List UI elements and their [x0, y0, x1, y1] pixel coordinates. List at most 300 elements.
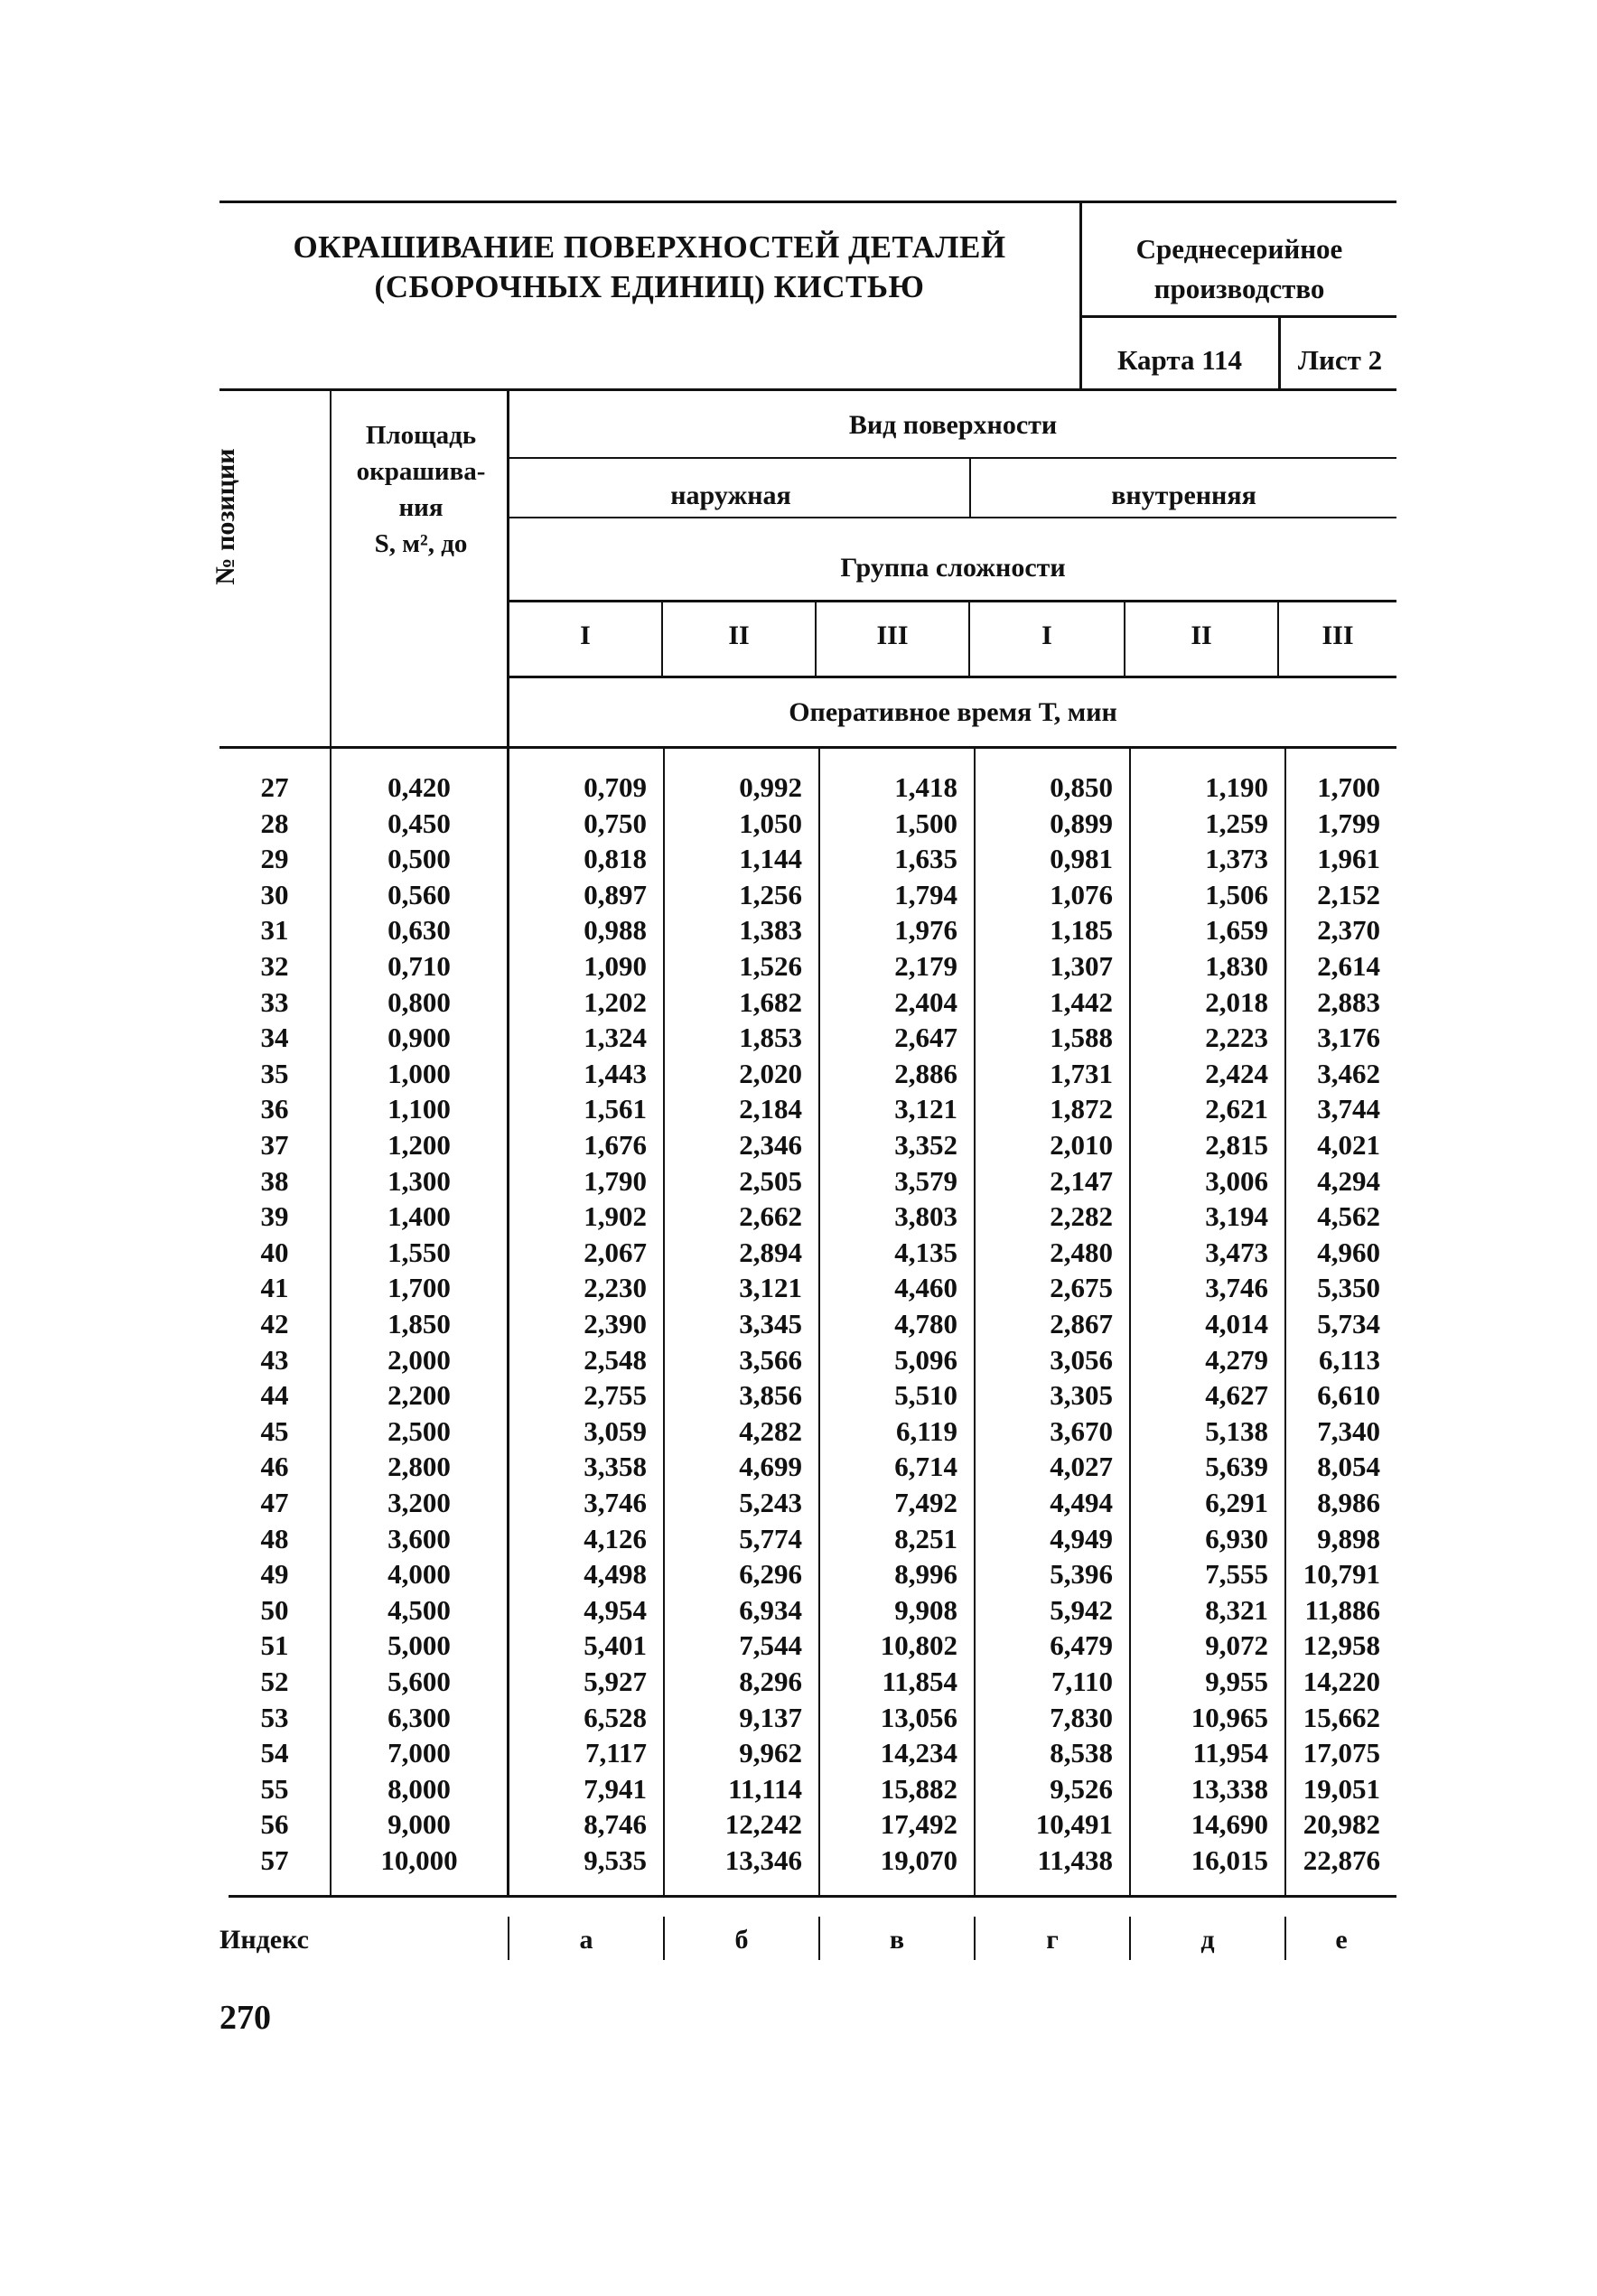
- time-cell: 1,259: [1205, 807, 1268, 839]
- time-cell: 3,856: [739, 1379, 802, 1412]
- table-row: [219, 806, 1396, 842]
- table-row: [219, 1592, 1396, 1629]
- index-value: а: [579, 1925, 593, 1955]
- time-cell: 0,981: [1050, 843, 1113, 875]
- time-cell: 1,506: [1205, 878, 1268, 910]
- time-cell: 0,818: [584, 843, 647, 875]
- position-cell: 43: [260, 1343, 289, 1376]
- position-cell: 35: [260, 1057, 289, 1089]
- time-cell: 4,021: [1317, 1129, 1380, 1161]
- time-cell: 1,976: [894, 914, 957, 947]
- time-cell: 2,370: [1317, 914, 1380, 947]
- time-cell: 1,676: [584, 1129, 647, 1161]
- time-cell: 11,438: [1037, 1844, 1113, 1876]
- time-cell: 4,460: [894, 1272, 957, 1304]
- time-cell: 1,256: [739, 878, 802, 910]
- outer-surface-header: наружная: [670, 481, 791, 510]
- area-cell: 4,500: [388, 1593, 451, 1626]
- table-row: [219, 1270, 1396, 1306]
- time-cell: 4,294: [1317, 1164, 1380, 1197]
- time-cell: 3,006: [1205, 1164, 1268, 1197]
- time-cell: 10,491: [1035, 1808, 1113, 1841]
- body-top-rule: [219, 746, 1396, 749]
- area-cell: 6,300: [388, 1701, 451, 1733]
- time-cell: 1,500: [894, 807, 957, 839]
- time-cell: 6,119: [895, 1414, 957, 1447]
- time-cell: 11,114: [728, 1772, 802, 1805]
- group-divider: [661, 602, 663, 676]
- series-rule: [1082, 315, 1396, 318]
- time-cell: 2,152: [1317, 878, 1380, 910]
- group-bottom-rule: [509, 676, 1396, 678]
- time-cell: 5,401: [584, 1629, 647, 1662]
- area-cell: 1,000: [388, 1057, 451, 1089]
- time-cell: 6,934: [739, 1593, 802, 1626]
- time-cell: 3,803: [894, 1200, 957, 1233]
- column-line: [974, 749, 976, 1895]
- time-cell: 7,492: [894, 1487, 957, 1518]
- column-line: [1129, 749, 1131, 1895]
- index-tick: [818, 1917, 820, 1960]
- position-cell: 48: [260, 1522, 289, 1554]
- area-cell: 1,200: [388, 1129, 451, 1161]
- time-cell: 3,194: [1205, 1200, 1268, 1233]
- area-cell: 5,600: [388, 1666, 451, 1697]
- time-cell: 4,494: [1050, 1487, 1113, 1518]
- area-cell: 0,800: [388, 985, 451, 1018]
- time-cell: 1,790: [584, 1164, 647, 1197]
- column-line: [1284, 749, 1286, 1895]
- table-row: [219, 1056, 1396, 1092]
- table-row: [219, 1342, 1396, 1378]
- time-cell: 2,424: [1205, 1057, 1268, 1089]
- time-cell: 2,755: [584, 1379, 647, 1412]
- time-cell: 3,746: [1205, 1272, 1268, 1304]
- time-cell: 9,526: [1050, 1772, 1113, 1805]
- document-title: [219, 228, 1079, 307]
- time-cell: 4,960: [1317, 1236, 1380, 1268]
- time-cell: 1,902: [584, 1200, 647, 1233]
- table-row: [219, 1377, 1396, 1414]
- time-cell: 1,144: [739, 843, 802, 875]
- time-cell: 7,830: [1050, 1701, 1113, 1733]
- production-type: [1082, 229, 1396, 309]
- time-cell: 10,802: [880, 1629, 957, 1662]
- area-cell: 2,800: [388, 1451, 451, 1483]
- time-cell: 2,179: [894, 950, 957, 982]
- area-header: [335, 417, 507, 562]
- position-cell: 33: [260, 985, 289, 1018]
- position-number-header: № позиции: [210, 448, 240, 585]
- time-cell: 4,562: [1317, 1200, 1380, 1233]
- table-row: [219, 1485, 1396, 1521]
- time-cell: 12,242: [724, 1808, 802, 1841]
- position-cell: 27: [260, 771, 289, 803]
- table-row: [219, 1163, 1396, 1199]
- time-cell: 3,566: [739, 1343, 802, 1376]
- table-row: [219, 1556, 1396, 1592]
- time-cell: 7,555: [1205, 1558, 1268, 1591]
- inner-surface-header: внутренняя: [1111, 481, 1256, 510]
- time-cell: 1,526: [739, 950, 802, 982]
- time-cell: 22,876: [1303, 1844, 1380, 1876]
- area-header-line-1: Площадь: [365, 421, 477, 450]
- surface-sub-rule: [509, 517, 1396, 518]
- time-cell: 2,230: [584, 1272, 647, 1304]
- group-divider: [815, 602, 817, 676]
- time-cell: 3,670: [1050, 1414, 1113, 1447]
- time-cell: 13,346: [724, 1844, 802, 1876]
- time-cell: 7,117: [584, 1737, 647, 1769]
- index-tick: [974, 1917, 976, 1960]
- area-cell: 0,500: [388, 843, 451, 875]
- position-cell: 39: [260, 1200, 289, 1233]
- time-cell: 1,961: [1317, 843, 1380, 875]
- time-cell: 17,492: [880, 1808, 957, 1841]
- time-cell: 7,110: [1051, 1666, 1113, 1697]
- time-cell: 2,815: [1205, 1129, 1268, 1161]
- column-line: [330, 749, 332, 1895]
- table-row: [219, 1771, 1396, 1807]
- time-cell: 9,955: [1205, 1666, 1268, 1697]
- position-cell: 29: [260, 843, 289, 875]
- position-cell: 42: [260, 1308, 289, 1339]
- table-row: [219, 1521, 1396, 1557]
- time-cell: 1,324: [584, 1022, 647, 1054]
- time-cell: 4,949: [1050, 1522, 1113, 1554]
- time-cell: 0,850: [1050, 771, 1113, 803]
- table-row: [219, 948, 1396, 985]
- time-cell: 3,176: [1317, 1022, 1380, 1054]
- position-cell: 28: [260, 807, 289, 839]
- title-line-1: ОКРАШИВАНИЕ ПОВЕРХНОСТЕЙ ДЕТАЛЕЙ: [293, 229, 1006, 265]
- time-cell: 7,941: [584, 1772, 647, 1805]
- time-cell: 11,854: [882, 1666, 957, 1697]
- position-cell: 50: [260, 1593, 289, 1626]
- time-cell: 1,635: [894, 843, 957, 875]
- time-cell: 9,072: [1205, 1629, 1268, 1662]
- time-cell: 1,307: [1050, 950, 1113, 982]
- area-header-line-4: S, м², до: [374, 529, 468, 558]
- time-cell: 2,675: [1050, 1272, 1113, 1304]
- area-cell: 0,710: [388, 950, 451, 982]
- position-cell: 55: [260, 1772, 289, 1805]
- time-cell: 10,791: [1303, 1558, 1380, 1591]
- area-header-line-2: окрашива-: [356, 457, 486, 486]
- position-cell: 31: [260, 914, 289, 947]
- time-cell: 3,305: [1050, 1379, 1113, 1412]
- time-cell: 3,473: [1205, 1236, 1268, 1268]
- area-cell: 3,600: [388, 1522, 451, 1554]
- time-cell: 1,830: [1205, 950, 1268, 982]
- time-cell: 2,018: [1205, 985, 1268, 1018]
- area-cell: 10,000: [380, 1844, 458, 1876]
- table-row: [219, 1806, 1396, 1843]
- time-cell: 1,872: [1050, 1093, 1113, 1125]
- time-cell: 6,714: [894, 1451, 957, 1483]
- position-cell: 37: [260, 1129, 289, 1161]
- time-cell: 0,897: [584, 878, 647, 910]
- table-row: [219, 1628, 1396, 1664]
- time-cell: 3,462: [1317, 1057, 1380, 1089]
- time-cell: 9,962: [739, 1737, 802, 1769]
- time-cell: 15,882: [880, 1772, 957, 1805]
- time-cell: 2,147: [1050, 1164, 1113, 1197]
- time-cell: 2,282: [1050, 1200, 1113, 1233]
- time-cell: 14,690: [1191, 1808, 1268, 1841]
- time-cell: 2,883: [1317, 985, 1380, 1018]
- time-cell: 2,184: [739, 1093, 802, 1125]
- time-cell: 5,396: [1050, 1558, 1113, 1591]
- time-cell: 5,734: [1317, 1308, 1380, 1339]
- time-cell: 3,579: [894, 1164, 957, 1197]
- time-cell: 0,988: [584, 914, 647, 947]
- page-number: 270: [219, 1999, 271, 2037]
- column-line: [663, 749, 665, 1895]
- time-cell: 20,982: [1303, 1808, 1380, 1841]
- time-cell: 1,700: [1317, 771, 1380, 803]
- time-cell: 6,930: [1205, 1522, 1268, 1554]
- area-cell: 1,850: [388, 1308, 451, 1339]
- table-row: [219, 1700, 1396, 1736]
- operative-time-header: Оперативное время Т, мин: [789, 697, 1117, 727]
- sheet-number: Лист 2: [1297, 344, 1383, 376]
- complexity-group-header: Группа сложности: [840, 553, 1066, 583]
- position-cell: 52: [260, 1666, 289, 1697]
- index-tick: [1129, 1917, 1131, 1960]
- index-value: г: [1046, 1925, 1059, 1955]
- position-cell: 56: [260, 1808, 289, 1841]
- time-cell: 1,731: [1050, 1057, 1113, 1089]
- table-row: [219, 1199, 1396, 1235]
- time-cell: 2,647: [894, 1022, 957, 1054]
- area-cell: 0,560: [388, 878, 451, 910]
- surface-type-header: Вид поверхности: [848, 410, 1058, 440]
- position-cell: 32: [260, 950, 289, 982]
- time-cell: 1,418: [894, 771, 957, 803]
- top-rule: [219, 201, 1396, 203]
- time-cell: 1,588: [1050, 1022, 1113, 1054]
- time-cell: 7,544: [739, 1629, 802, 1662]
- time-cell: 8,251: [894, 1522, 957, 1554]
- column-line: [507, 749, 509, 1895]
- time-cell: 6,113: [1318, 1343, 1380, 1376]
- time-cell: 4,780: [894, 1308, 957, 1339]
- area-cell: 5,000: [388, 1629, 451, 1662]
- time-cell: 8,746: [584, 1808, 647, 1841]
- time-cell: 9,898: [1317, 1522, 1380, 1554]
- area-cell: 2,500: [388, 1414, 451, 1447]
- time-cell: 5,096: [894, 1343, 957, 1376]
- time-cell: 1,682: [739, 985, 802, 1018]
- index-tick: [1284, 1917, 1286, 1960]
- table-row: [219, 1414, 1396, 1450]
- area-cell: 0,630: [388, 914, 451, 947]
- time-cell: 8,321: [1205, 1593, 1268, 1626]
- time-cell: 4,699: [739, 1451, 802, 1483]
- complexity-group-3: III: [876, 621, 909, 650]
- time-cell: 10,965: [1191, 1701, 1268, 1733]
- time-cell: 5,942: [1050, 1593, 1113, 1626]
- area-cell: 0,450: [388, 807, 451, 839]
- group-divider: [1124, 602, 1125, 676]
- time-cell: 14,220: [1303, 1666, 1380, 1697]
- time-cell: 4,498: [584, 1558, 647, 1591]
- time-cell: 4,282: [739, 1414, 802, 1447]
- card-sheet-divider: [1278, 318, 1281, 388]
- index-value: в: [889, 1925, 905, 1955]
- table-row: [219, 1020, 1396, 1056]
- position-cell: 45: [260, 1414, 289, 1447]
- area-cell: 0,900: [388, 1022, 451, 1054]
- time-cell: 3,059: [584, 1414, 647, 1447]
- time-cell: 2,404: [894, 985, 957, 1018]
- position-cell: 38: [260, 1164, 289, 1197]
- position-cell: 46: [260, 1451, 289, 1483]
- time-cell: 8,996: [894, 1558, 957, 1591]
- time-cell: 2,346: [739, 1129, 802, 1161]
- time-cell: 6,296: [739, 1558, 802, 1591]
- time-cell: 0,750: [584, 807, 647, 839]
- table-row: [219, 1449, 1396, 1485]
- time-cell: 1,794: [894, 878, 957, 910]
- time-cell: 12,958: [1303, 1629, 1380, 1662]
- position-cell: 34: [260, 1022, 289, 1054]
- time-cell: 8,986: [1317, 1487, 1380, 1518]
- time-cell: 5,927: [584, 1666, 647, 1697]
- time-cell: 2,662: [739, 1200, 802, 1233]
- time-cell: 3,121: [894, 1093, 957, 1125]
- time-cell: 17,075: [1303, 1737, 1380, 1769]
- time-cell: 2,480: [1050, 1236, 1113, 1268]
- time-cell: 3,056: [1050, 1343, 1113, 1376]
- position-cell: 41: [260, 1272, 289, 1304]
- time-cell: 2,886: [894, 1057, 957, 1089]
- position-cell: 30: [260, 878, 289, 910]
- table-row: [219, 1091, 1396, 1127]
- index-label: Индекс: [219, 1925, 309, 1955]
- time-cell: 1,050: [739, 807, 802, 839]
- time-cell: 1,561: [584, 1093, 647, 1125]
- time-cell: 1,202: [584, 985, 647, 1018]
- table-row: [219, 1735, 1396, 1771]
- position-cell: 40: [260, 1236, 289, 1268]
- time-cell: 9,535: [584, 1844, 647, 1876]
- position-cell: 49: [260, 1558, 289, 1591]
- card-number: Карта 114: [1116, 344, 1243, 376]
- time-cell: 3,345: [739, 1308, 802, 1339]
- time-cell: 8,296: [739, 1666, 802, 1697]
- complexity-group-4: I: [1041, 621, 1052, 650]
- group-rule: [509, 600, 1396, 602]
- time-cell: 2,020: [739, 1057, 802, 1089]
- table-row: [219, 877, 1396, 913]
- complexity-group-2: II: [728, 621, 750, 650]
- time-cell: 4,027: [1050, 1451, 1113, 1483]
- time-cell: 1,383: [739, 914, 802, 947]
- area-cell: 2,000: [388, 1343, 451, 1376]
- time-cell: 5,510: [894, 1379, 957, 1412]
- time-cell: 1,090: [584, 950, 647, 982]
- time-cell: 1,442: [1050, 985, 1113, 1018]
- time-cell: 9,908: [894, 1593, 957, 1626]
- time-cell: 8,054: [1317, 1451, 1380, 1483]
- time-cell: 14,234: [880, 1737, 957, 1769]
- time-cell: 4,135: [894, 1236, 957, 1268]
- index-tick: [663, 1917, 665, 1960]
- area-cell: 7,000: [388, 1737, 451, 1769]
- area-cell: 2,200: [388, 1379, 451, 1412]
- time-cell: 16,015: [1191, 1844, 1268, 1876]
- time-cell: 6,291: [1205, 1487, 1268, 1518]
- time-cell: 1,076: [1050, 878, 1113, 910]
- time-cell: 3,358: [584, 1451, 647, 1483]
- time-cell: 8,538: [1050, 1737, 1113, 1769]
- index-tick: [508, 1917, 509, 1960]
- body-bottom-rule: [229, 1895, 1396, 1898]
- time-cell: 11,954: [1192, 1737, 1268, 1769]
- area-cell: 4,000: [388, 1558, 451, 1591]
- table-row: [219, 1306, 1396, 1342]
- time-cell: 1,373: [1205, 843, 1268, 875]
- time-cell: 0,709: [584, 771, 647, 803]
- area-header-line-3: ния: [398, 493, 444, 522]
- time-cell: 13,056: [880, 1701, 957, 1733]
- series-line-1: Среднесерийное: [1135, 233, 1343, 265]
- area-cell: 1,400: [388, 1200, 451, 1233]
- time-cell: 4,279: [1205, 1343, 1268, 1376]
- time-cell: 7,340: [1317, 1414, 1380, 1447]
- table-row: [219, 912, 1396, 948]
- position-cell: 51: [260, 1629, 289, 1662]
- time-cell: 5,243: [739, 1487, 802, 1518]
- time-cell: 15,662: [1303, 1701, 1380, 1733]
- time-cell: 2,505: [739, 1164, 802, 1197]
- time-cell: 4,126: [584, 1522, 647, 1554]
- table-row: [219, 1235, 1396, 1271]
- area-cell: 3,200: [388, 1487, 451, 1518]
- time-cell: 4,627: [1205, 1379, 1268, 1412]
- time-cell: 19,051: [1303, 1772, 1380, 1805]
- time-cell: 1,659: [1205, 914, 1268, 947]
- area-cell: 9,000: [388, 1808, 451, 1841]
- table-row: [219, 1843, 1396, 1879]
- time-cell: 2,223: [1205, 1022, 1268, 1054]
- title-line-2: (СБОРОЧНЫХ ЕДИНИЦ) КИСТЬЮ: [374, 269, 925, 304]
- time-cell: 4,014: [1205, 1308, 1268, 1339]
- complexity-group-6: III: [1321, 621, 1354, 650]
- time-cell: 6,528: [584, 1701, 647, 1733]
- time-cell: 1,443: [584, 1057, 647, 1089]
- area-cell: 0,420: [388, 771, 451, 803]
- time-cell: 0,992: [739, 771, 802, 803]
- surface-rule: [509, 457, 1396, 459]
- time-cell: 11,886: [1304, 1593, 1380, 1626]
- index-value: д: [1200, 1925, 1215, 1955]
- area-cell: 1,300: [388, 1164, 451, 1197]
- time-cell: 2,390: [584, 1308, 647, 1339]
- time-cell: 2,867: [1050, 1308, 1113, 1339]
- time-cell: 13,338: [1191, 1772, 1268, 1805]
- time-cell: 1,799: [1317, 807, 1380, 839]
- time-cell: 3,352: [894, 1129, 957, 1161]
- time-cell: 1,185: [1050, 914, 1113, 947]
- time-cell: 5,774: [739, 1522, 802, 1554]
- time-cell: 2,067: [584, 1236, 647, 1268]
- table-row: [219, 985, 1396, 1021]
- time-cell: 19,070: [880, 1844, 957, 1876]
- time-cell: 3,121: [739, 1272, 802, 1304]
